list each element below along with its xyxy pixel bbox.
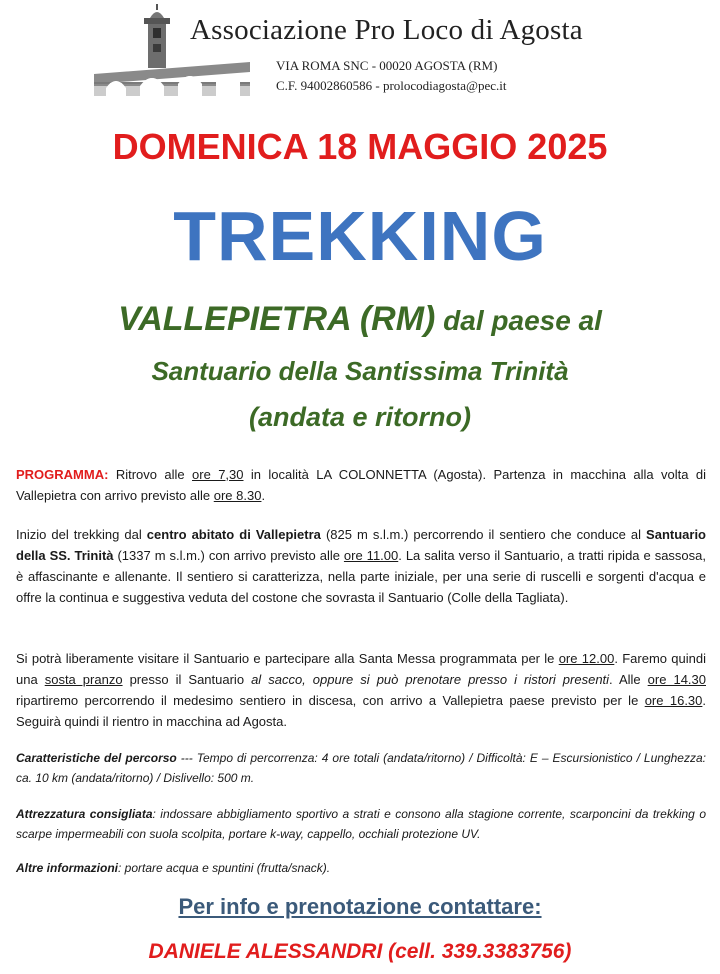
recommended-equipment <box>16 804 706 844</box>
trekking-paragraph <box>16 524 706 608</box>
arrival-time: ore 8.30 <box>213 488 262 503</box>
subtitle-line-1 <box>0 300 720 339</box>
subtitle-line-2: Santuario della Santissima Trinità <box>151 356 569 386</box>
association-name: Associazione Pro Loco di Agosta <box>190 14 583 46</box>
other-info-label: Altre informazioni <box>16 861 119 875</box>
subtitle-destination: VALLEPIETRA (RM) <box>118 300 436 338</box>
text-segment: ripartiremo percorrendo il medesimo sentiero in discesa, con arrivo a Vallepietra paese previsto per le <box>16 693 645 708</box>
text-segment: Ritrovo alle <box>108 467 193 482</box>
route-characteristics <box>16 748 706 788</box>
text-segment: Si potrà liberamente visitare il Santuario e partecipare alla Santa Messa programmata per le <box>16 651 559 666</box>
mass-time: ore 12.00 <box>558 651 615 666</box>
association-contact: C.F. 94002860586 - prolocodiagosta@pec.it <box>276 78 507 93</box>
subtitle-line-3: (andata e ritorno) <box>248 402 471 432</box>
programma-label: PROGRAMMA: <box>16 467 109 482</box>
text-segment: . Seguirà quindi il rientro in macchina ad Agosta. <box>16 693 707 729</box>
event-date: DOMENICA 18 MAGGIO 2025 <box>112 126 608 167</box>
destination-location: Santuario della SS. Trinità <box>16 527 707 563</box>
route-characteristics-label: Caratteristiche del percorso <box>16 751 177 765</box>
text-segment: Inizio del trekking dal <box>16 527 147 542</box>
lunch-break: sosta pranzo <box>44 672 123 687</box>
event-title: TREKKING <box>173 197 547 275</box>
contact-heading: Per info e prenotazione contattare: <box>178 894 542 919</box>
start-location: centro abitato di Vallepietra <box>146 527 321 542</box>
text-segment: (825 m s.l.m.) percorrendo il sentiero che conduce al <box>320 527 647 542</box>
subtitle-route-start: dal paese al <box>443 305 602 336</box>
return-time: ore 16.30 <box>644 693 703 708</box>
text-segment: (1337 m s.l.m.) con arrivo previsto alle <box>113 548 344 563</box>
text-segment: : portare acqua e spuntini (frutta/snack). <box>118 861 331 875</box>
text-segment: . Alle <box>609 672 648 687</box>
sanctuary-arrival-time: ore 11.00 <box>343 548 399 563</box>
contact-person: DANIELE ALESSANDRI (cell. 339.3383756) <box>148 940 572 963</box>
other-info <box>16 858 706 878</box>
association-address: VIA ROMA SNC - 00020 AGOSTA (RM) <box>276 58 498 73</box>
text-segment: presso il Santuario <box>122 672 252 687</box>
text-segment: : indossare abbigliamento sportivo a strati e consono alla stagione corrente, scarponcini da trekking o scarpe impermeabili con suola scolpita, portare k-way, cappello, occhiali protezione UV. <box>16 807 706 841</box>
text-segment: . La salita verso il Santuario, a tratti ripida e sassosa, è affascinante e allenante. Il sentiero si caratterizza, nella parte iniziale, per una serie di ruscelli e sorgenti d'acqua e offre la continua e suggestiva veduta del costone che sovrasta il Santuario (Colle della Tagliata). <box>16 548 706 605</box>
lunch-options: al sacco, oppure si può prenotare presso i ristori presenti <box>251 672 610 687</box>
text-segment: . Faremo quindi una <box>16 651 706 687</box>
text-segment: . <box>261 488 266 503</box>
text-segment: in località LA COLONNETTA (Agosta). Partenza in macchina alla volta di Vallepietra con arrivo previsto alle <box>16 467 707 503</box>
visit-paragraph <box>16 648 706 732</box>
departure-time: ore 14.30 <box>647 672 706 687</box>
letterhead <box>0 0 720 110</box>
equipment-label: Attrezzatura consigliata <box>16 807 153 821</box>
programma-paragraph <box>16 464 706 506</box>
meeting-time: ore 7,30 <box>192 467 244 482</box>
text-segment: --- Tempo di percorrenza: 4 ore totali (andata/ritorno) / Difficoltà: E – Escursionistico / Lunghezza: ca. 10 km (andata/ritorno) / Dislivello: 500 m. <box>16 751 706 785</box>
